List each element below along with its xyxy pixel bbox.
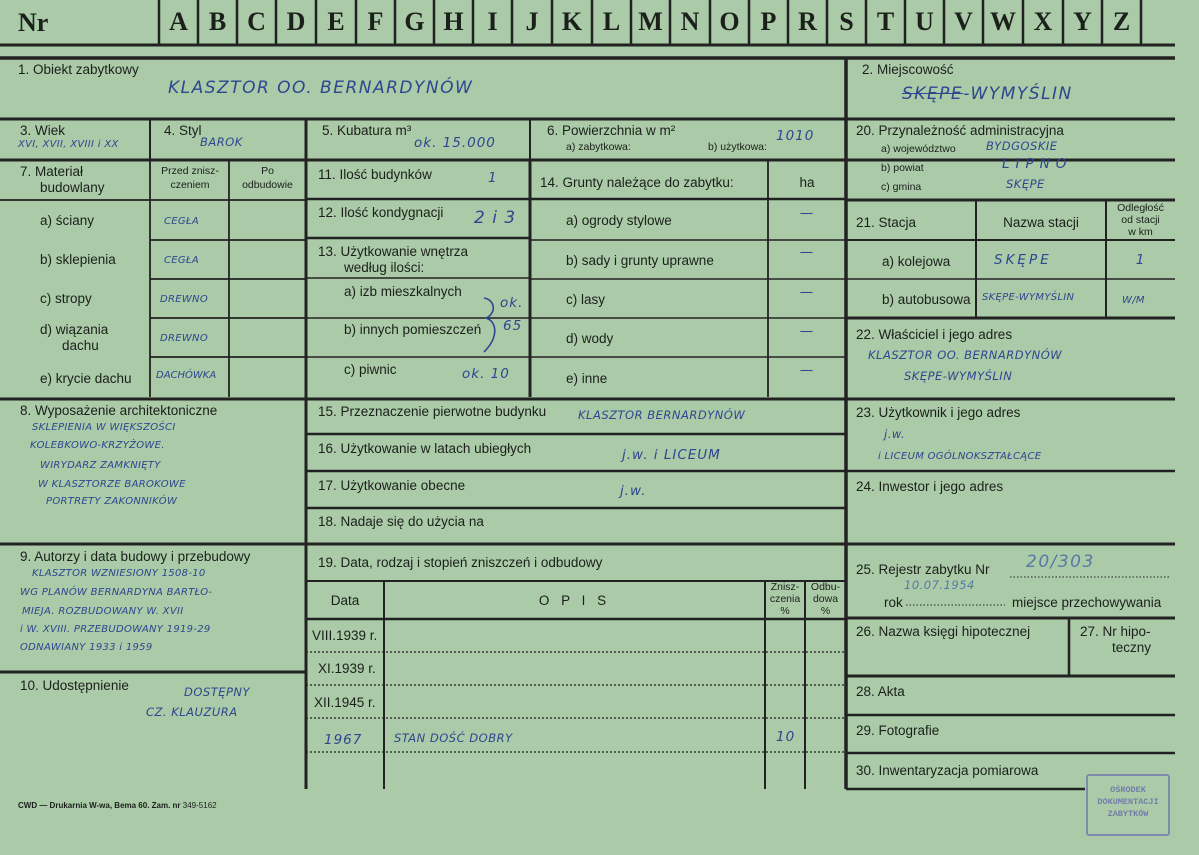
index-letter-l: L bbox=[602, 7, 621, 36]
f13-c-label: c) piwnic bbox=[344, 362, 397, 377]
index-letter-k: K bbox=[561, 7, 583, 36]
f8-line-3: WIRYDARZ ZAMKNIĘTY bbox=[40, 460, 161, 471]
f23-line1: j.w. bbox=[884, 427, 906, 441]
f20-a-label: a) województwo bbox=[881, 143, 956, 155]
f20-b-label: b) powiat bbox=[881, 162, 924, 174]
f9-line-1: KLASZTOR WZNIESIONY 1508-10 bbox=[32, 568, 206, 579]
f10-label: 10. Udostępnienie bbox=[20, 678, 129, 693]
f16-label: 16. Użytkowanie w latach ubiegłych bbox=[318, 441, 532, 456]
f11-label: 11. Ilość budynków bbox=[318, 167, 432, 182]
f13-c-value: ok. 10 bbox=[462, 366, 510, 382]
f2-value-struck: SKĘPE bbox=[902, 84, 964, 104]
f22-line1: KLASZTOR OO. BERNARDYNÓW bbox=[868, 348, 1063, 362]
index-letter-i: I bbox=[487, 7, 498, 36]
index-letter-u: U bbox=[915, 7, 934, 36]
index-letter-e: E bbox=[327, 7, 345, 36]
index-letter-y: Y bbox=[1073, 7, 1092, 36]
stamp-line-3: ZABYTKÓW bbox=[1107, 809, 1149, 819]
f13-label-2: według ilości: bbox=[344, 260, 425, 275]
f19-row-2-date: XI.1939 r. bbox=[318, 661, 376, 676]
f7-row-c-value: DREWNO bbox=[160, 294, 209, 305]
f11-value: 1 bbox=[488, 170, 498, 186]
index-letter-r: R bbox=[798, 7, 817, 36]
f21-a-name: SKĘPE bbox=[994, 252, 1052, 268]
f14-row-e-label: e) inne bbox=[566, 371, 608, 386]
f14-row-c-value: — bbox=[799, 284, 815, 300]
f13-a-label: a) izb mieszkalnych bbox=[344, 284, 462, 299]
f21-label: 21. Stacja bbox=[856, 215, 917, 230]
f21-b-label: b) autobusowa bbox=[882, 292, 971, 307]
f7-row-b-value: CEGŁA bbox=[164, 255, 200, 266]
stamp-line-1: OŚRODEK bbox=[1110, 785, 1146, 795]
f8-line-1: SKLEPIENIA W WIĘKSZOŚCI bbox=[32, 422, 176, 433]
f7-col-before-1: Przed znisz- bbox=[161, 165, 219, 177]
f24-label: 24. Inwestor i jego adres bbox=[856, 479, 1004, 494]
f19-label: 19. Data, rodzaj i stopień zniszczeń i odbudowy bbox=[318, 555, 603, 570]
f27-label-1: 27. Nr hipo- bbox=[1080, 624, 1151, 639]
f14-row-c-label: c) lasy bbox=[566, 292, 606, 307]
f7-row-a-label: a) ściany bbox=[40, 213, 95, 228]
f7-col-after-2: odbudowie bbox=[242, 179, 293, 191]
f7-row-a-value: CEGŁA bbox=[164, 216, 200, 227]
f14-row-b-label: b) sady i grunty uprawne bbox=[566, 253, 714, 268]
f8-line-2: KOLEBKOWO-KRZYŻOWE. bbox=[30, 440, 165, 451]
f20-a-value: BYDGOSKIE bbox=[986, 139, 1058, 153]
f7-row-d-label-2: dachu bbox=[62, 338, 99, 353]
f20-c-value: SKĘPE bbox=[1006, 177, 1045, 191]
f14-label: 14. Grunty należące do zabytku: bbox=[540, 175, 734, 190]
f9-line-5: ODNAWIANY 1933 i 1959 bbox=[20, 642, 153, 653]
f19-col-destr-2: czenia bbox=[769, 593, 801, 605]
f6-sub-b: b) użytkowa: bbox=[708, 141, 767, 153]
f19-row-3-date: XII.1945 r. bbox=[314, 695, 376, 710]
archive-stamp bbox=[1086, 774, 1170, 836]
f21-a-dist: 1 bbox=[1135, 252, 1146, 268]
index-letter-v: V bbox=[954, 7, 973, 36]
f7-row-c-label: c) stropy bbox=[40, 291, 92, 306]
index-letter-t: T bbox=[876, 7, 895, 36]
index-letter-x: X bbox=[1033, 7, 1053, 36]
f6-sub-a: a) zabytkowa: bbox=[566, 141, 631, 153]
f17-label: 17. Użytkowanie obecne bbox=[318, 478, 466, 493]
f19-col-destr-3: % bbox=[780, 605, 790, 617]
f19-col-date: Data bbox=[330, 593, 360, 608]
f19-row-4-desc: STAN DOŚĆ DOBRY bbox=[394, 731, 513, 745]
f13-ab-value-1: ok. bbox=[500, 295, 524, 311]
index-letter-f: F bbox=[367, 7, 384, 36]
f25-place-label: miejsce przechowywania bbox=[1012, 595, 1162, 610]
f2-value bbox=[902, 84, 1073, 104]
f8-line-4: W KLASZTORZE BAROKOWE bbox=[38, 479, 186, 490]
f12-value: 2 i 3 bbox=[474, 208, 517, 228]
printer-text: CWD — Drukarnia W-wa, Bema 60. Zam. nr bbox=[18, 801, 181, 810]
f26-label: 26. Nazwa księgi hipotecznej bbox=[856, 624, 1031, 639]
f28-label: 28. Akta bbox=[856, 684, 905, 699]
f14-row-a-label: a) ogrody stylowe bbox=[566, 213, 672, 228]
f25-rok-label: rok bbox=[884, 595, 903, 610]
f19-col-destr-1: Znisz- bbox=[770, 581, 800, 593]
index-letter-d: D bbox=[286, 7, 306, 36]
f25-rok-value: 10.07.1954 bbox=[904, 578, 975, 592]
f8-line-5: PORTRETY ZAKONNIKÓW bbox=[46, 496, 178, 507]
f21-b-name: SKĘPE-WYMYŚLIN bbox=[982, 292, 1075, 303]
f7-row-e-label: e) krycie dachu bbox=[40, 371, 132, 386]
f21-b-dist: W/M bbox=[1122, 295, 1145, 306]
f10-line1: DOSTĘPNY bbox=[184, 685, 251, 699]
f9-line-3: MIEJA. ROZBUDOWANY W. XVII bbox=[22, 606, 184, 617]
nr-label: Nr bbox=[18, 8, 49, 37]
f22-line2: SKĘPE-WYMYŚLIN bbox=[904, 369, 1013, 383]
f15-label: 15. Przeznaczenie pierwotne budynku bbox=[318, 404, 547, 419]
f13-ab-value-2: 65 bbox=[503, 318, 523, 334]
f3-label: 3. Wiek bbox=[20, 123, 66, 138]
f3-value: XVI, XVII, XVIII i XX bbox=[18, 139, 119, 150]
f21-col-dist-3: w km bbox=[1128, 226, 1153, 238]
printer-footer bbox=[18, 801, 217, 810]
f25-label: 25. Rejestr zabytku Nr bbox=[856, 562, 990, 577]
index-letter-a: A bbox=[169, 7, 188, 36]
index-letter-n: N bbox=[680, 7, 700, 36]
f19-row-4-destr: 10 bbox=[776, 729, 796, 745]
index-letter-z: Z bbox=[1112, 7, 1131, 36]
f21-col-name: Nazwa stacji bbox=[1003, 215, 1079, 230]
printer-order: 349-5162 bbox=[182, 801, 217, 810]
f2-value-current: -WYMYŚLIN bbox=[963, 84, 1073, 104]
f17-value: j.w. bbox=[620, 483, 647, 499]
f8-label: 8. Wyposażenie architektoniczne bbox=[20, 403, 218, 418]
stamp-line-2: DOKUMENTACJI bbox=[1097, 797, 1159, 807]
f16-value: j.w. i LICEUM bbox=[622, 447, 721, 463]
f6-value-b: 1010 bbox=[776, 128, 815, 144]
f9-line-4: i W. XVIII. PRZEBUDOWANY 1919-29 bbox=[20, 624, 211, 635]
f15-value: KLASZTOR BERNARDYNÓW bbox=[578, 408, 746, 422]
index-letter-h: H bbox=[443, 7, 464, 36]
f5-value: ok. 15.000 bbox=[414, 135, 496, 151]
f14-row-d-label: d) wody bbox=[566, 331, 614, 346]
index-letter-m: M bbox=[638, 7, 663, 36]
f13-brace bbox=[478, 294, 502, 356]
f4-label: 4. Styl bbox=[164, 123, 202, 138]
f19-row-4-date: 1967 bbox=[324, 732, 363, 748]
f7-row-d-label-1: d) wiązania bbox=[40, 322, 109, 337]
f4-value: BAROK bbox=[200, 135, 243, 149]
f23-label: 23. Użytkownik i jego adres bbox=[856, 405, 1021, 420]
f7-label-2: budowlany bbox=[40, 180, 105, 195]
f23-line2: i LICEUM OGÓLNOKSZTAŁCĄCE bbox=[878, 451, 1042, 462]
f25-nr-value: 20/303 bbox=[1026, 552, 1095, 572]
f6-label: 6. Powierzchnia w m² bbox=[547, 123, 676, 138]
f14-row-d-value: — bbox=[799, 323, 815, 339]
index-letter-j: J bbox=[525, 7, 539, 36]
f5-label: 5. Kubatura m³ bbox=[322, 123, 412, 138]
f14-row-b-value: — bbox=[799, 244, 815, 260]
index-letter-g: G bbox=[404, 7, 425, 36]
index-letter-w: W bbox=[990, 7, 1016, 36]
f7-col-after-1: Po bbox=[261, 165, 274, 177]
f20-c-label: c) gmina bbox=[881, 181, 922, 193]
f29-label: 29. Fotografie bbox=[856, 723, 940, 738]
f1-value: KLASZTOR OO. BERNARDYNÓW bbox=[168, 78, 474, 98]
f19-col-desc: O P I S bbox=[538, 593, 611, 608]
f19-col-rebuild-1: Odbu- bbox=[810, 581, 841, 593]
f9-line-2: WG PLANÓW BERNARDYNA BARTŁO- bbox=[20, 587, 213, 598]
index-letter-o: O bbox=[719, 7, 740, 36]
f21-col-dist-1: Odległość bbox=[1117, 202, 1164, 214]
f21-col-dist-2: od stacji bbox=[1121, 214, 1160, 226]
f19-col-rebuild-2: dowa bbox=[812, 593, 839, 605]
f18-label: 18. Nadaje się do użycia na bbox=[318, 514, 484, 529]
f14-row-a-value: — bbox=[799, 205, 815, 221]
f19-row-1-date: VIII.1939 r. bbox=[312, 628, 378, 643]
f7-label-1: 7. Materiał bbox=[20, 164, 84, 179]
index-letter-b: B bbox=[208, 7, 227, 36]
f12-label: 12. Ilość kondygnacji bbox=[318, 205, 444, 220]
f13-label-1: 13. Użytkowanie wnętrza bbox=[318, 244, 469, 259]
f14-row-e-value: — bbox=[799, 362, 815, 378]
f2-label: 2. Miejscowość bbox=[862, 62, 954, 77]
index-letter-c: C bbox=[247, 7, 266, 36]
f30-label: 30. Inwentaryzacja pomiarowa bbox=[856, 763, 1039, 778]
f10-line2: CZ. KLAUZURA bbox=[146, 705, 238, 719]
f20-b-value: LIPNO bbox=[1002, 156, 1073, 172]
f14-unit: ha bbox=[799, 175, 815, 190]
f21-a-label: a) kolejowa bbox=[882, 254, 951, 269]
f22-label: 22. Właściciel i jego adres bbox=[856, 327, 1013, 342]
f7-row-b-label: b) sklepienia bbox=[40, 252, 116, 267]
f1-label: 1. Obiekt zabytkowy bbox=[18, 62, 139, 77]
f19-col-rebuild-3: % bbox=[820, 605, 831, 617]
f7-col-before-2: czeniem bbox=[170, 179, 210, 191]
f27-label-2: teczny bbox=[1112, 640, 1152, 655]
f20-label: 20. Przynależność administracyjna bbox=[856, 123, 1064, 138]
index-letter-p: P bbox=[760, 7, 777, 36]
f7-row-e-value: DACHÓWKA bbox=[156, 370, 217, 381]
f7-row-d-value: DREWNO bbox=[160, 333, 209, 344]
f9-label: 9. Autorzy i data budowy i przebudowy bbox=[20, 549, 251, 564]
index-letter-s: S bbox=[839, 7, 854, 36]
f13-b-label: b) innych pomieszczeń bbox=[344, 322, 482, 337]
